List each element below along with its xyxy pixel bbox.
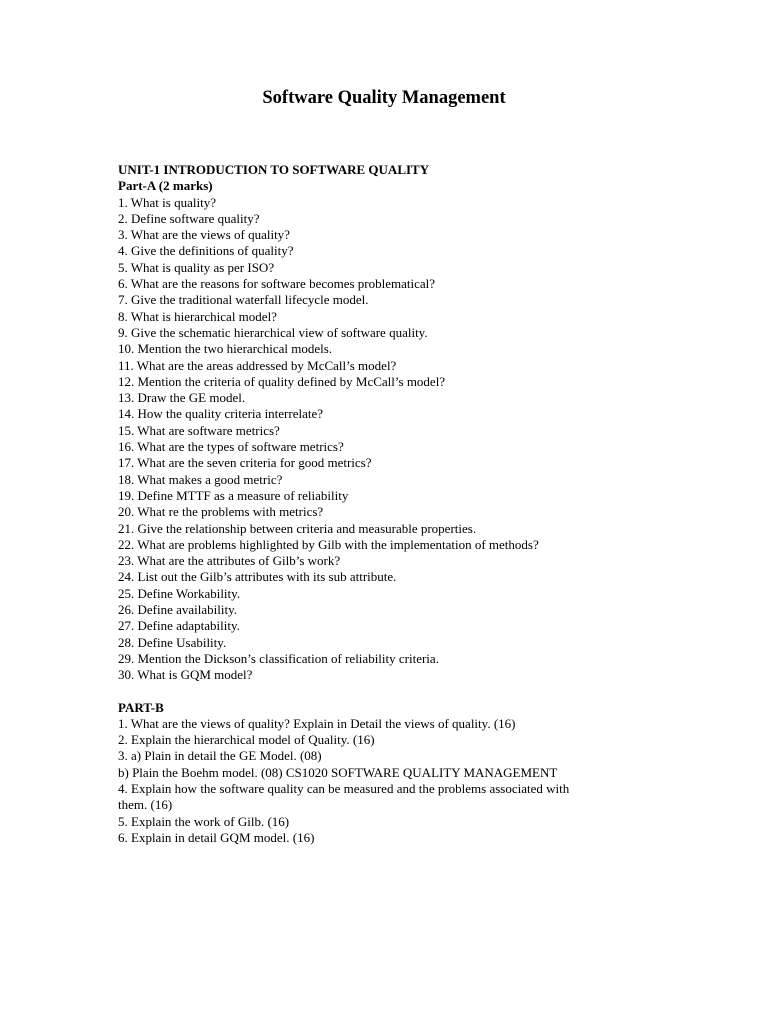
part-a-question: 18. What makes a good metric? — [118, 471, 283, 487]
part-a-question: 6. What are the reasons for software becomes problematical? — [118, 276, 436, 292]
part-a-question: 27. Define adaptability. — [118, 618, 240, 634]
part-a-question: 2. Define software quality? — [118, 210, 260, 226]
part-a-question: 16. What are the types of software metrics? — [118, 439, 344, 455]
part-a-question: 26. Define availability. — [118, 602, 238, 618]
part-a-question: 29. Mention the Dickson’s classification of reliability criteria. — [118, 650, 439, 666]
part-a-question: 1. What is quality? — [118, 194, 216, 210]
part-a-question: 8. What is hierarchical model? — [118, 308, 277, 324]
part-a-question: 22. What are problems highlighted by Gilb with the implementation of methods? — [118, 536, 539, 552]
part-a-question: 20. What re the problems with metrics? — [118, 504, 324, 520]
part-a-heading: Part-A (2 marks) — [118, 178, 213, 194]
part-b-question: 2. Explain the hierarchical model of Quality. (16) — [118, 732, 375, 748]
part-b-question: b) Plain the Boehm model. (08) CS1020 SOFTWARE QUALITY MANAGEMENT — [118, 764, 558, 780]
part-a-question: 12. Mention the criteria of quality defined by McCall’s model? — [118, 373, 446, 389]
part-a-question: 19. Define MTTF as a measure of reliability — [118, 487, 349, 503]
part-a-question: 4. Give the definitions of quality? — [118, 243, 294, 259]
document-title: Software Quality Management — [262, 88, 506, 108]
part-b-question: 3. a) Plain in detail the GE Model. (08) — [118, 748, 322, 764]
part-a-question: 30. What is GQM model? — [118, 667, 253, 683]
part-a-question: 21. Give the relationship between criteria and measurable properties. — [118, 520, 477, 536]
part-a-question: 24. List out the Gilb’s attributes with its sub attribute. — [118, 569, 397, 585]
part-a-question: 28. Define Usability. — [118, 634, 227, 650]
part-a-question: 14. How the quality criteria interrelate? — [118, 406, 324, 422]
part-a-question-list — [118, 195, 738, 684]
part-b-question: 4. Explain how the software quality can be measured and the problems associated with them. (16) — [118, 780, 570, 813]
part-a-question: 25. Define Workability. — [118, 585, 241, 601]
part-a-question: 10. Mention the two hierarchical models. — [118, 341, 333, 357]
part-a-question: 3. What are the views of quality? — [118, 227, 290, 243]
part-a-question: 17. What are the seven criteria for good metrics? — [118, 455, 372, 471]
unit-heading: UNIT-1 INTRODUCTION TO SOFTWARE QUALITY — [118, 162, 430, 177]
section-spacer — [118, 684, 738, 700]
part-b-heading: PART-B — [118, 699, 164, 715]
document-body — [118, 162, 738, 846]
part-b-question: 5. Explain the work of Gilb. (16) — [118, 813, 290, 829]
part-a-question: 23. What are the attributes of Gilb’s work? — [118, 553, 341, 569]
part-a-question: 9. Give the schematic hierarchical view of software quality. — [118, 324, 428, 340]
part-a-question: 15. What are software metrics? — [118, 422, 280, 438]
part-a-question: 13. Draw the GE model. — [118, 390, 246, 406]
part-a-question: 7. Give the traditional waterfall lifecycle model. — [118, 292, 369, 308]
part-b-question: 1. What are the views of quality? Explain in Detail the views of quality. (16) — [118, 715, 516, 731]
part-b-question: 6. Explain in detail GQM model. (16) — [118, 829, 315, 845]
part-b-question-list — [118, 716, 738, 846]
part-a-question: 5. What is quality as per ISO? — [118, 259, 275, 275]
part-a-question: 11. What are the areas addressed by McCall’s model? — [118, 357, 397, 373]
